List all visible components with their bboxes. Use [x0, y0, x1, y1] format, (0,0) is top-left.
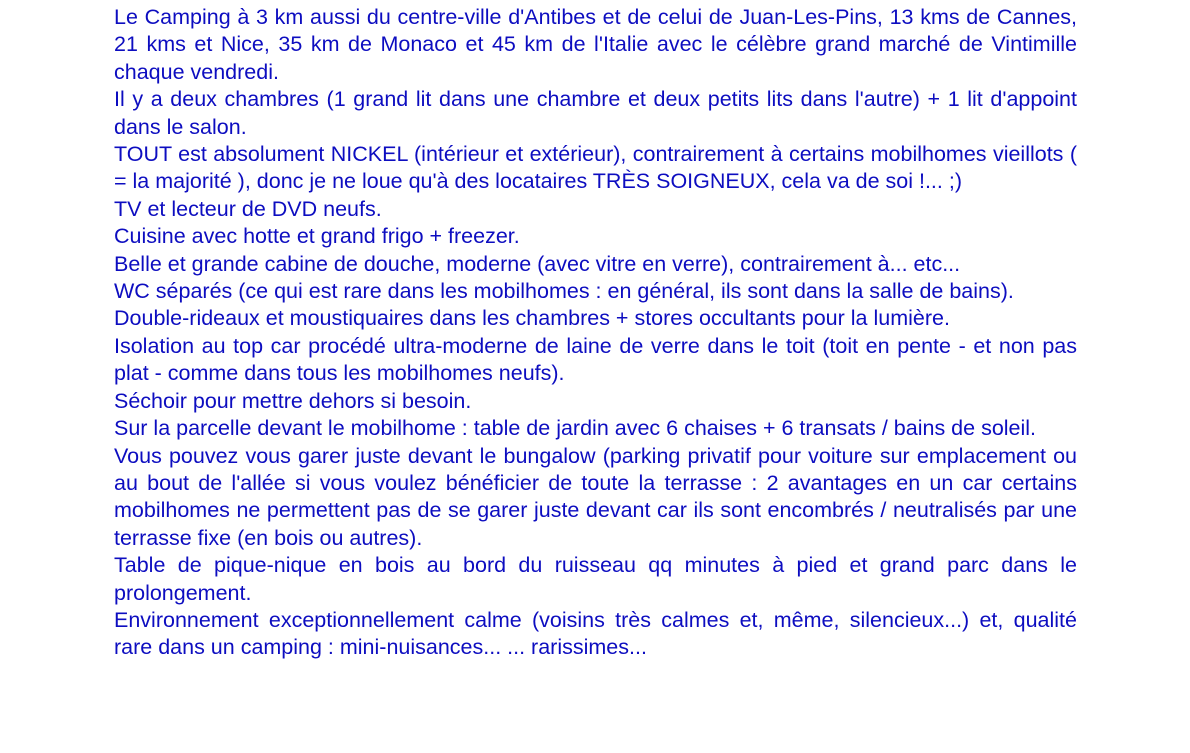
- paragraph-picnic: Table de pique-nique en bois au bord du ruisseau qq minutes à pied et grand parc dans le prolongement.: [114, 553, 1077, 605]
- paragraph-parking: Vous pouvez vous garer juste devant le bungalow (parking privatif pour voiture sur emplacement ou au bout de l'allée si vous voulez bénéficier de toute la terrasse : 2 avantages en un car certains mobilhomes ne permettent pas de se garer juste devant car ils sont encombrés / neutralisés par une terrasse fixe (en bois ou autres).: [114, 443, 1077, 550]
- paragraph-environment: Environnement exceptionnellement calme (voisins très calmes et, même, silencieux...) et, qualité rare dans un camping : mini-nuisances... ... rarissimes...: [114, 607, 1077, 660]
- paragraph-curtains: Double-rideaux et moustiquaires dans les chambres + stores occultants pour la lumière.: [114, 306, 950, 331]
- paragraph-shower: Belle et grande cabine de douche, moderne (avec vitre en verre), contrairement à... etc...: [114, 251, 961, 276]
- paragraph-drying-rack: Séchoir pour mettre dehors si besoin.: [114, 388, 472, 413]
- paragraph-location: Le Camping à 3 km aussi du centre-ville d'Antibes et de celui de Juan-Les-Pins, 13 kms de Cannes, 21 kms et Nice, 35 km de Monaco et 45 km de l'Italie avec le célèbre grand marché de Vintimille chaque vendredi.: [114, 5, 1077, 84]
- paragraph-condition: TOUT est absolument NICKEL (intérieur et extérieur), contrairement à certains mobilhomes vieillots ( = la majorité ), donc je ne loue qu'à des locataires TRÈS SOIGNEUX, cela va de soi !... ;): [114, 142, 1077, 194]
- paragraph-insulation: Isolation au top car procédé ultra-moderne de laine de verre dans le toit (toit en pente - et non pas plat - comme dans tous les mobilhomes neufs).: [114, 333, 1077, 386]
- paragraph-wc: WC séparés (ce qui est rare dans les mobilhomes : en général, ils sont dans la salle de bains).: [114, 279, 1014, 304]
- paragraph-bedrooms: Il y a deux chambres (1 grand lit dans une chambre et deux petits lits dans l'autre) + 1 lit d'appoint dans le salon.: [114, 87, 1077, 139]
- paragraph-garden-furniture: Sur la parcelle devant le mobilhome : table de jardin avec 6 chaises + 6 transats / bains de soleil.: [114, 416, 1037, 441]
- document-body: [114, 4, 1077, 662]
- paragraph-tv-dvd: TV et lecteur de DVD neufs.: [114, 196, 382, 221]
- paragraph-kitchen: Cuisine avec hotte et grand frigo + freezer.: [114, 224, 520, 249]
